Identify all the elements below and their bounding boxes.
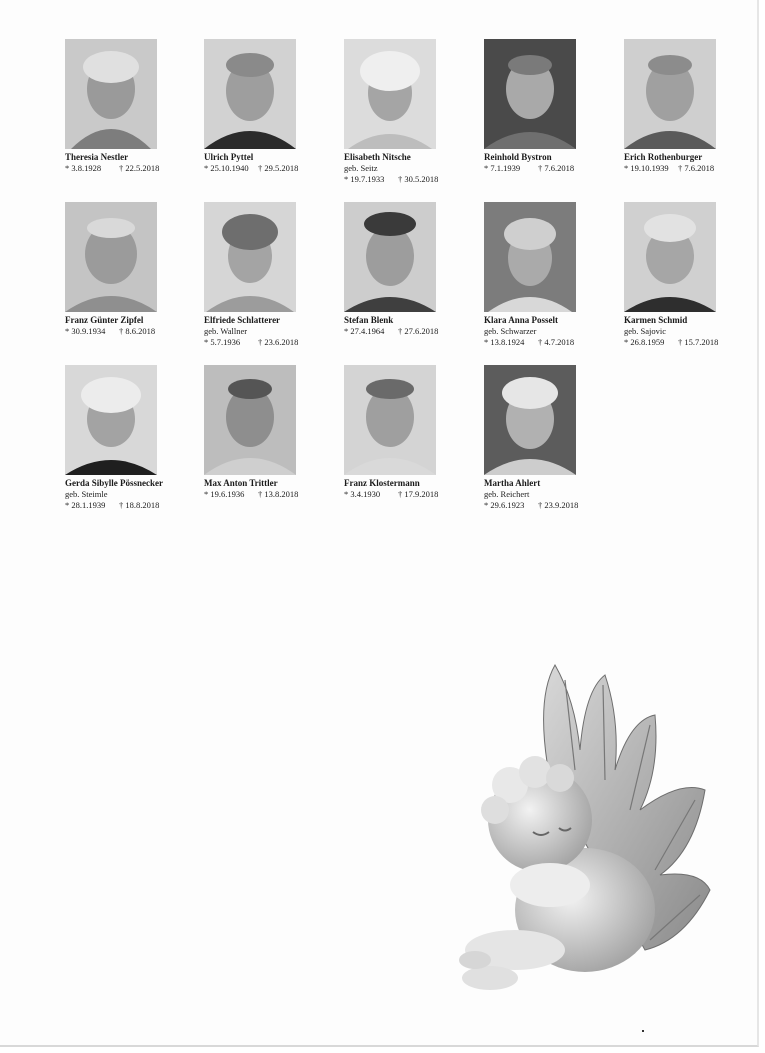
birth-name: geb. Steimle [65, 489, 108, 499]
birth-name: geb. Reichert [484, 489, 530, 499]
person-name: Stefan Blenk [344, 315, 394, 325]
speck-mark [642, 1030, 644, 1032]
memorial-entry [624, 202, 764, 348]
person-name: Theresia Nestler [65, 152, 129, 162]
memorial-entry [65, 365, 205, 511]
death-date: † 23.6.2018 [258, 337, 299, 347]
portrait-photo-icon [204, 39, 296, 149]
person-name: Reinhold Bystron [484, 152, 552, 162]
portrait-photo-icon [624, 39, 716, 149]
birth-date: * 25.10.1940 [204, 163, 249, 173]
memorial-entry [484, 365, 624, 511]
person-name: Ulrich Pyttel [204, 152, 254, 162]
birth-date: * 19.7.1933 [344, 174, 385, 184]
death-date: † 18.8.2018 [119, 500, 160, 510]
birth-date: * 19.6.1936 [204, 489, 245, 499]
person-name: Franz Klostermann [344, 478, 420, 488]
portrait-photo-icon [484, 365, 576, 475]
birth-date: * 28.1.1939 [65, 500, 106, 510]
death-date: † 22.5.2018 [119, 163, 160, 173]
person-name: Max Anton Trittler [204, 478, 278, 488]
person-name: Gerda Sibylle Pössnecker [65, 478, 163, 488]
death-date: † 4.7.2018 [538, 337, 575, 347]
birth-date: * 19.10.1939 [624, 163, 669, 173]
memorial-entry [204, 202, 344, 348]
birth-name: geb. Schwarzer [484, 326, 537, 336]
birth-name: geb. Sajovic [624, 326, 667, 336]
person-name: Martha Ahlert [484, 478, 541, 488]
memorial-entry [484, 202, 624, 348]
person-name: Elisabeth Nitsche [344, 152, 411, 162]
memorial-entry [624, 39, 764, 174]
memorial-entry [344, 39, 484, 185]
death-date: † 30.5.2018 [398, 174, 439, 184]
birth-date: * 29.6.1923 [484, 500, 525, 510]
death-date: † 13.8.2018 [258, 489, 299, 499]
birth-name: geb. Seitz [344, 163, 378, 173]
death-date: † 7.6.2018 [678, 163, 715, 173]
death-date: † 23.9.2018 [538, 500, 579, 510]
birth-date: * 5.7.1936 [204, 337, 241, 347]
sleeping-angel-icon [455, 660, 717, 1000]
memorial-entry [344, 202, 484, 337]
person-name: Franz Günter Zipfel [65, 315, 144, 325]
portrait-photo-icon [344, 39, 436, 149]
birth-date: * 13.8.1924 [484, 337, 525, 347]
birth-date: * 3.4.1930 [344, 489, 381, 499]
portrait-photo-icon [344, 202, 436, 312]
death-date: † 15.7.2018 [678, 337, 719, 347]
portrait-photo-icon [624, 202, 716, 312]
birth-date: * 27.4.1964 [344, 326, 385, 336]
person-name: Elfriede Schlatterer [204, 315, 281, 325]
memorial-entry [65, 39, 205, 174]
birth-date: * 30.9.1934 [65, 326, 106, 336]
memorial-entry [344, 365, 484, 500]
death-date: † 17.9.2018 [398, 489, 439, 499]
birth-date: * 3.8.1928 [65, 163, 102, 173]
birth-date: * 26.8.1959 [624, 337, 665, 347]
birth-name: geb. Wallner [204, 326, 248, 336]
memorial-entry [204, 365, 344, 500]
memorial-entry [484, 39, 624, 174]
portrait-photo-icon [484, 39, 576, 149]
death-date: † 29.5.2018 [258, 163, 299, 173]
person-name: Erich Rothenburger [624, 152, 703, 162]
portrait-photo-icon [204, 365, 296, 475]
portrait-photo-icon [65, 202, 157, 312]
death-date: † 7.6.2018 [538, 163, 575, 173]
person-name: Karmen Schmid [624, 315, 688, 325]
death-date: † 8.6.2018 [119, 326, 156, 336]
portrait-photo-icon [204, 202, 296, 312]
memorial-entry [65, 202, 205, 337]
portrait-photo-icon [484, 202, 576, 312]
memorial-entry [204, 39, 344, 174]
birth-date: * 7.1.1939 [484, 163, 521, 173]
portrait-photo-icon [65, 365, 157, 475]
person-name: Klara Anna Posselt [484, 315, 559, 325]
portrait-photo-icon [65, 39, 157, 149]
death-date: † 27.6.2018 [398, 326, 439, 336]
portrait-photo-icon [344, 365, 436, 475]
